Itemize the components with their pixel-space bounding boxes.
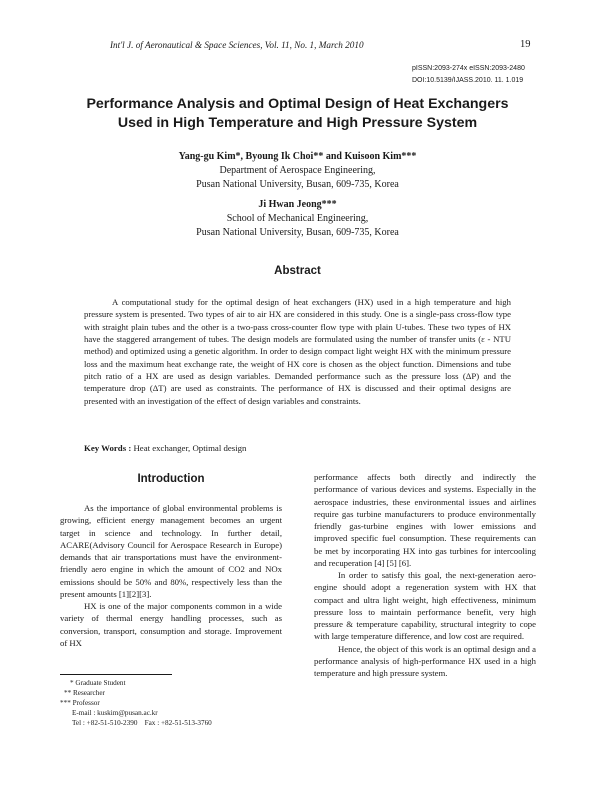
paper-title [40,95,555,133]
affiliation-univ-1: Pusan National University, Busan, 609-735, Korea [196,179,399,190]
affiliation-univ-2: Pusan National University, Busan, 609-735, Korea [196,227,399,238]
footnote-graduate: * Graduate Student [70,679,126,687]
keywords [84,443,246,453]
author-group-1 [80,150,515,192]
keywords-value: Heat exchanger, Optimal design [131,443,247,453]
right-column [314,471,536,679]
affiliation-dept-2: School of Mechanical Engineering, [226,213,369,224]
footnote-researcher: ** Researcher [64,689,105,697]
author-group-2 [80,198,515,240]
intro-paragraph-2: HX is one of the major components common in a wide variety of thermal energy handling processes, such as conversion, transport, consumption and storage. Improvement of HX [60,601,282,648]
abstract-heading: Abstract [274,265,321,277]
intro-paragraph-1: As the importance of global environmental problems is growing, efficient energy management becomes an urgent target in science and technology. In further detail, ACARE(Advisory Council for Aerospace Research in Europe) demands that air transportations must have the environment-friendly aero engine in which the amount of CO2 and NOx emissions should be 50% and 80%, respectively less than the present amounts [1][2][3]. [60,503,282,599]
author-names-2: Ji Hwan Jeong*** [258,199,337,210]
author-names-1: Yang-gu Kim*, Byoung Ik Choi** and Kuisoon Kim*** [178,151,417,162]
left-column [60,502,282,649]
page-number: 19 [520,39,531,50]
introduction-heading: Introduction [137,473,205,485]
keywords-label: Key Words : [84,443,132,453]
footnote-email: E-mail : kuskim@pusan.ac.kr [72,709,158,717]
title-line-1: Performance Analysis and Optimal Design of Heat Exchangers [86,96,509,112]
doi: DOI:10.5139/IJASS.2010. 11. 1.019 [412,77,524,84]
intro-paragraph-3: In order to satisfy this goal, the next-generation aero-engine should adopt a regeneration system with HX that compact and ultra light weight, high effectiveness, minimum pressure loss to maintain performance benefit, very high pressure & temperature capability, structural integrity to cope with large temperature difference, and low cost are required. [314,570,536,642]
title-line-2: Used in High Temperature and High Pressure System [117,115,478,131]
intro-paragraph-2-cont: performance affects both directly and indirectly the performance of various devices and systems. Especially in the aerospace industries, these environmental issues and airlines require gas turbine manufacturers to produce environmentally friendly gas-turbine engines with lower emissions and improved specific fuel consumption. These requirements can be met by incorporating HX into gas turbines for intercooling and recuperation [4] [5] [6]. [314,472,536,568]
abstract-body: A computational study for the optimal design of heat exchangers (HX) used in a high temperature and high pressure system is presented. Two types of air to air HX are considered in this study. One is a single-pass cross-flow type with straight plain tubes and the other is a two-pass cross-counter flow type with plain U-tubes. These two types of HX have the staggered arrangement of tubes. The design models are formulated using the number of transfer units (ε - NTU method) and optimized using a genetic algorithm. In order to design compact light weight HX with the minimum pressure loss and the maximum heat exchange rate, the weight of HX core is chosen as the object function. Dimensions and tube pitch ratio of a HX are used as design variables. Demanded performance such as the pressure loss (ΔP) and the temperature drop (ΔT) are used as constraints. The performance of HX is discussed and their optimal designs are presented with an investigation of the effect of design variables and constraints. [84,297,511,406]
footnote-divider [60,674,172,675]
intro-paragraph-4: Hence, the object of this work is an optimal design and a performance analysis of high-performance HX used in a high temperature and high pressure system. [314,643,536,678]
affiliation-dept-1: Department of Aerospace Engineering, [219,165,376,176]
footnote-phone: Tel : +82-51-510-2390 Fax : +82-51-513-3760 [72,719,212,727]
footnote-professor: *** Professor [60,699,100,707]
footnotes [60,678,300,728]
issn: pISSN:2093-274x eISSN:2093-2480 [412,65,525,72]
running-head: Int'l J. of Aeronautical & Space Sciences, Vol. 11, No. 1, March 2010 [110,40,364,50]
